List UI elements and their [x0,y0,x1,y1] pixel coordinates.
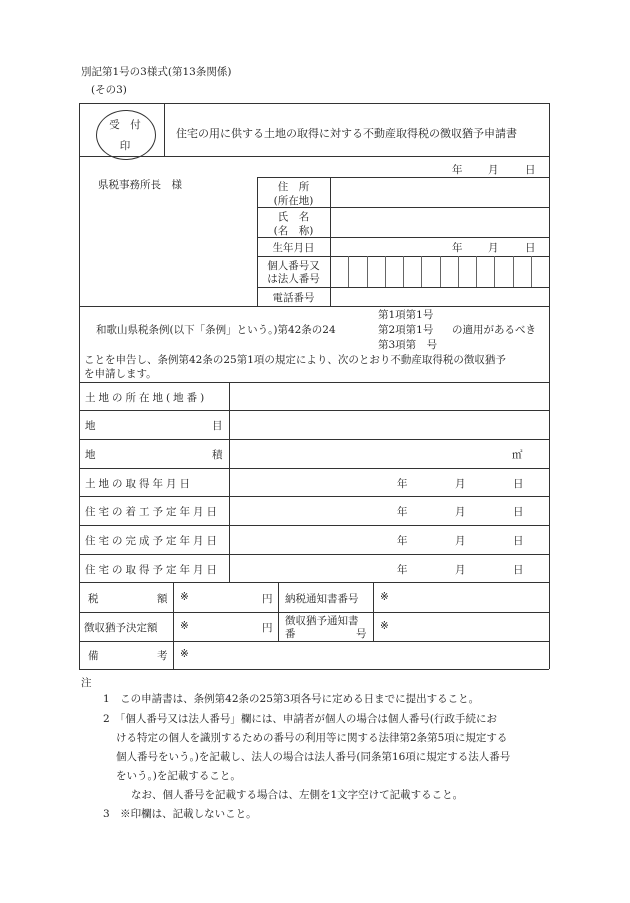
start-date-label: 住宅の着工予定年月日 [85,506,220,518]
tax-amount-label-1: 税 [88,593,99,605]
declaration-line-a-right: の適用があるべき [452,324,536,336]
note-2c: 個人番号をいう。)を記載し、法人の場合は法人番号(同条第16項に規定する法人番号 [116,751,511,763]
deferral-notice-mark: ※ [380,620,389,632]
form-subcode: (その3) [91,84,127,96]
start-year: 年 [397,506,408,518]
remarks-label-1: 備 [88,650,99,662]
tax-amount-label-2: 額 [157,593,168,605]
note-3: 3 ※印欄は、記載しないこと。 [103,808,257,820]
land-location-label: 土地の所在地(地番) [85,392,208,404]
complete-year: 年 [397,535,408,547]
complete-date-label: 住宅の完成予定年月日 [85,535,220,547]
complete-month: 月 [455,535,466,547]
notice-no-label: 納税通知書番号 [285,593,359,605]
start-day: 日 [513,506,524,518]
id-label-2: は法人番号 [267,273,320,285]
land-divider [229,382,230,582]
line-641 [79,641,549,642]
title-divider [164,103,165,156]
address-label: 住 所 [277,181,310,193]
tax-divider-1 [173,582,174,669]
area-label-2: 積 [212,449,223,461]
line-382 [79,382,549,383]
dob-label: 生年月日 [272,242,315,254]
line-410 [79,410,549,411]
note-2e: なお、個人番号を記載する場合は、左側を1文字空けて記載すること。 [131,789,464,801]
dob-month: 月 [488,242,499,254]
stamp-top-text: 受 付 [109,119,141,131]
chimoku-label-2: 目 [212,420,223,432]
name-sub: (名 称) [273,225,314,237]
house-acq-day: 日 [513,564,524,576]
deferral-notice-label-2: 番 [285,628,296,640]
frame-left [79,103,80,669]
land-acq-year: 年 [397,478,408,490]
line-439 [79,439,549,440]
area-label-1: 地 [85,449,96,461]
id-label-1: 個人番号又 [267,260,320,272]
start-month: 月 [455,506,466,518]
line-177 [257,177,549,178]
date-year: 年 [452,164,463,176]
tax-amount-yen: 円 [262,593,273,605]
line-582 [79,582,549,583]
declaration-opt-1: 第1項第1号 [378,309,434,321]
note-2d: をいう。)を記載すること。 [116,770,241,782]
deferral-amount-label: 徴収猶予決定額 [84,622,158,634]
frame-top [79,103,549,104]
declaration-line-a: 和歌山県税条例(以下「条例」という。)第42条の24 [96,324,336,336]
declaration-opt-3: 第3項第 号 [378,339,438,351]
note-1: 1 この申請書は、条例第42条の25第3項各号に定める日までに提出すること。 [103,693,480,705]
line-156 [79,156,549,157]
note-2b: ける特定の個人を識別するための番号の利用等に関する法律第2条第5項に規定する [116,732,508,744]
stamp-bottom-text: 印 [119,140,131,152]
land-acq-day: 日 [513,478,524,490]
line-287 [257,287,549,288]
id-number-cells[interactable] [331,256,549,287]
frame-bottom [79,669,549,670]
page-title: 住宅の用に供する土地の取得に対する不動産取得税の徴収猶予申請書 [176,127,517,140]
declaration-line-c: を申請します。 [84,368,157,380]
date-day: 日 [525,164,536,176]
address-sub: (所在地) [273,195,314,207]
notes-heading: 注 [81,677,92,689]
tax-amount-mark: ※ [180,591,189,603]
notice-no-mark: ※ [380,591,389,603]
line-468 [79,468,549,469]
chimoku-label-1: 地 [85,420,96,432]
remarks-label-2: 考 [157,650,168,662]
deferral-amount-mark: ※ [180,620,189,632]
phone-label: 電話番号 [272,292,315,304]
line-496 [79,496,549,497]
addressee: 県税事務所長 様 [98,179,182,191]
house-acq-year: 年 [397,564,408,576]
land-acq-month: 月 [455,478,466,490]
dob-day: 日 [525,242,536,254]
dob-year: 年 [452,242,463,254]
name-label: 氏 名 [277,211,310,223]
remarks-mark: ※ [180,648,189,660]
form-code: 別記第1号の3様式(第13条関係) [81,66,232,78]
date-month: 月 [488,164,499,176]
line-306 [79,306,549,307]
line-554 [79,554,549,555]
house-acq-date-label: 住宅の取得予定年月日 [85,564,220,576]
house-acq-month: 月 [455,564,466,576]
line-525 [79,525,549,526]
frame-right [549,103,550,669]
land-acq-date-label: 土地の取得年月日 [85,478,193,490]
complete-day: 日 [513,535,524,547]
deferral-notice-label-3: 号 [356,628,367,640]
declaration-line-b: ことを申告し、条例第42条の25第1項の規定により、次のとおり不動産取得税の徴収猶予 [84,354,506,366]
declaration-opt-2: 第2項第1号 [378,324,434,336]
note-2a: 2 「個人番号又は法人番号」欄には、申請者が個人の場合は個人番号(行政手続にお [103,713,498,725]
deferral-amount-yen: 円 [262,622,273,634]
deferral-notice-label-1: 徴収猶予通知書 [285,615,359,627]
area-unit: ㎡ [512,449,523,461]
